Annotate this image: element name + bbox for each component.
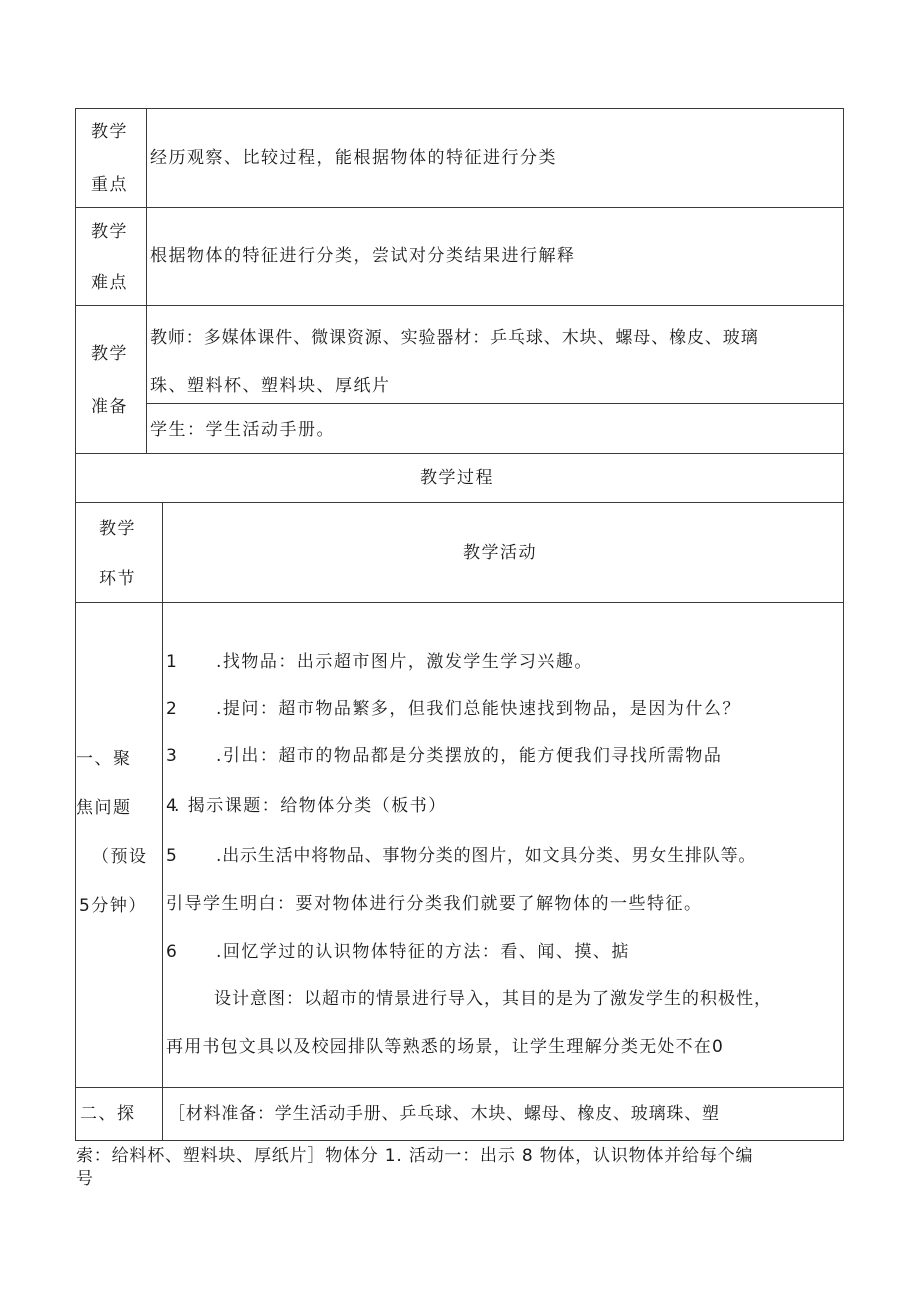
item-3-text: .引出：超市的物品都是分类摆放的，能方便我们寻找所需物品	[216, 746, 723, 766]
section2-materials: ［材料准备：学生活动手册、乒乓球、木块、螺母、橡皮、玻璃珠、塑	[168, 1104, 720, 1124]
section2-stage: 二、探	[80, 1104, 136, 1124]
section1-stage-1: 一、聚	[76, 749, 132, 769]
item-4-number: 4	[166, 796, 177, 816]
item-5-number: 5	[166, 846, 177, 866]
difficulty-content: 根据物体的特征进行分类，尝试对分类结果进行解释	[150, 246, 576, 266]
item-2-text: .提问：超市物品繁多，但我们总能快速找到物品，是因为什么？	[216, 699, 741, 719]
row-divider-focus	[75, 207, 844, 208]
row-divider-process	[75, 502, 844, 503]
table-bottom-border	[75, 1140, 844, 1141]
item-3-number: 3	[166, 746, 177, 766]
prep-label-2: 准备	[91, 397, 128, 417]
focus-content: 经历观察、比较过程，能根据物体的特征进行分类	[150, 148, 557, 168]
overflow-line-1: 索：给料杯、塑料块、厚纸片］物体分 1. 活动一：出示 8 物体，认识物体并给每个编	[76, 1146, 754, 1166]
table-right-border	[843, 108, 844, 1141]
item-1-text: .找物品：出示超市图片，激发学生学习兴趣。	[216, 652, 593, 672]
design-intent-line2: 再用书包文具以及校园排队等熟悉的场景，让学生理解分类无处不在0	[166, 1037, 725, 1057]
prep-label-1: 教学	[91, 344, 128, 364]
row-divider-prep	[75, 453, 844, 454]
row-divider-prep-inner	[146, 403, 844, 404]
difficulty-label-1: 教学	[91, 222, 128, 242]
item-4-text: . 揭示课题：给物体分类（板书）	[174, 796, 447, 816]
table-left-border	[75, 108, 76, 1141]
process-title: 教学过程	[420, 468, 494, 488]
header-activity: 教学活动	[463, 543, 537, 563]
item-2-number: 2	[166, 699, 177, 719]
design-intent-line1: 设计意图：以超市的情景进行导入，其目的是为了激发学生的积极性，	[214, 989, 772, 1009]
focus-label-1: 教学	[91, 122, 128, 142]
header-stage-2: 环节	[99, 569, 136, 589]
section1-stage-2: 焦问题	[76, 798, 132, 818]
col-divider-bottom	[162, 502, 163, 1140]
section1-stage-4: 5分钟）	[79, 896, 147, 916]
difficulty-label-2: 难点	[91, 273, 128, 293]
row-divider-difficulty	[75, 305, 844, 306]
prep-teacher-line1: 教师：多媒体课件、微课资源、实验器材：乒乓球、木块、螺母、橡皮、玻璃	[150, 328, 759, 348]
focus-label-2: 重点	[91, 175, 128, 195]
table-top-border	[75, 108, 844, 109]
prep-student: 学生：学生活动手册。	[150, 420, 335, 440]
row-divider-section1	[75, 1087, 844, 1088]
header-stage-1: 教学	[99, 519, 136, 539]
item-1-number: 1	[166, 652, 177, 672]
prep-teacher-line2: 珠、塑料杯、塑料块、厚纸片	[150, 376, 391, 396]
guide-text: 引导学生明白：要对物体进行分类我们就要了解物体的一些特征。	[166, 894, 703, 914]
overflow-line-2: 号	[76, 1169, 95, 1189]
item-5-text: .出示生活中将物品、事物分类的图片，如文具分类、男女生排队等。	[216, 846, 757, 866]
col-divider-top	[146, 108, 147, 453]
row-divider-header	[75, 602, 844, 603]
section1-stage-3: （预设	[92, 847, 148, 867]
item-6-number: 6	[166, 942, 177, 962]
item-6-text: .回忆学过的认识物体特征的方法：看、闻、摸、掂	[216, 942, 630, 962]
